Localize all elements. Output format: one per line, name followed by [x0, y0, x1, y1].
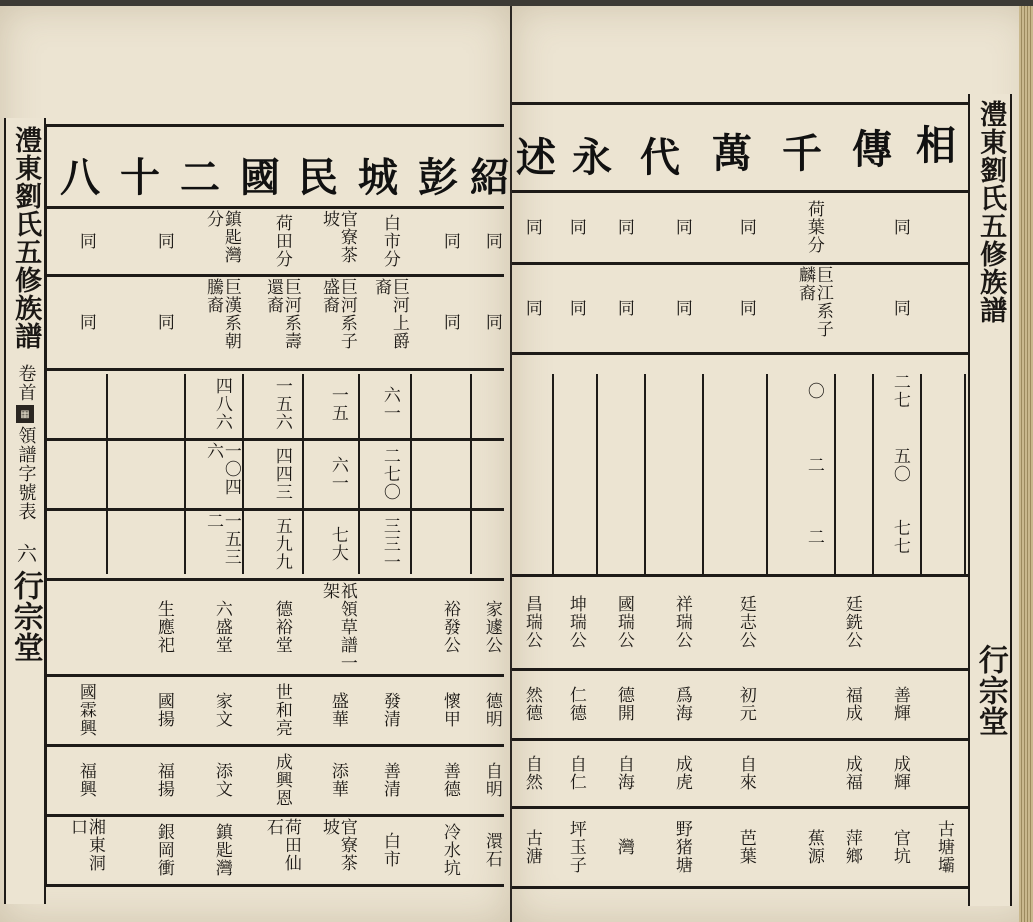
- table-cell: [928, 194, 958, 260]
- table-cell: 同: [521, 218, 542, 236]
- table-cell: 同: [439, 313, 460, 331]
- book-title: 澧東劉氏五修族譜: [10, 126, 42, 350]
- table-cell: [666, 430, 696, 500]
- table-cell: [608, 356, 638, 426]
- table-cell: [666, 502, 696, 572]
- right-spine: [968, 94, 1012, 906]
- table-cell: 德裕堂: [271, 600, 292, 654]
- column-divider: [106, 374, 108, 574]
- table-cell: 自海: [613, 755, 634, 791]
- table-cell: [836, 356, 866, 426]
- table-cell: [666, 356, 696, 426]
- table-cell: 然德: [521, 686, 542, 722]
- table-cell: [70, 442, 100, 506]
- table-cell: 添文: [211, 762, 232, 798]
- table-cell: 荷葉分: [803, 200, 824, 254]
- table-cell: 巨河系子盛裔: [319, 278, 357, 350]
- column-divider: [302, 374, 304, 574]
- table-cell: [70, 372, 100, 436]
- table-cell: 官寮茶坡: [319, 818, 357, 872]
- table-cell: 祥瑞公: [671, 595, 692, 649]
- table-cell: [608, 430, 638, 500]
- table-cell: 五九九: [271, 517, 292, 571]
- table-cell: [560, 430, 590, 500]
- volume-label: 卷首: [15, 364, 37, 402]
- table-cell: 善德: [439, 762, 460, 798]
- table-cell: 廷志公: [735, 595, 756, 649]
- table-cell: 二: [803, 456, 824, 474]
- table-cell: 同: [735, 218, 756, 236]
- table-cell: 二: [803, 528, 824, 546]
- table-cell: [730, 430, 760, 500]
- table-cell: 生應祀: [153, 600, 174, 654]
- table-cell: 國揚: [153, 692, 174, 728]
- table-cell: [928, 578, 958, 666]
- table-cell: 坤瑞公: [565, 595, 586, 649]
- table-cell: 自來: [735, 755, 756, 791]
- table-cell: [730, 356, 760, 426]
- column-divider: [470, 374, 472, 574]
- title-char: 萬: [712, 129, 752, 177]
- table-cell: 家遽公: [481, 600, 502, 654]
- table-cell: 同: [613, 218, 634, 236]
- table-cell: 廷銑公: [841, 595, 862, 649]
- table-cell: 鎮匙灣: [211, 823, 232, 877]
- table-cell: 灣: [613, 838, 634, 856]
- table-cell: 白市分: [379, 214, 400, 268]
- table-cell: [434, 442, 464, 506]
- table-cell: [836, 430, 866, 500]
- table-cell: 一五三二: [203, 512, 241, 566]
- table-cell: 仁德: [565, 686, 586, 722]
- title-char: 彭: [418, 153, 458, 201]
- table-cell: [884, 578, 914, 666]
- table-cell: 裕發公: [439, 600, 460, 654]
- table-cell: 古塘壩: [933, 820, 954, 874]
- table-cell: 野猪塘: [671, 820, 692, 874]
- column-divider: [702, 374, 704, 574]
- table-cell: 一五: [327, 386, 348, 422]
- table-cell: 同: [565, 218, 586, 236]
- table-cell: [798, 742, 828, 804]
- table-cell: 六盛堂: [211, 600, 232, 654]
- table-cell: 一五六: [271, 377, 292, 431]
- column-divider: [872, 374, 874, 574]
- table-cell: [516, 430, 546, 500]
- table-cell: 國瑞公: [613, 595, 634, 649]
- table-cell: [434, 372, 464, 436]
- table-cell: 添華: [327, 762, 348, 798]
- table-cell: 芭葉: [735, 829, 756, 865]
- table-cell: 白市: [379, 832, 400, 868]
- table-cell: 巨漢系朝騰裔: [203, 278, 241, 350]
- table-cell: 同: [439, 232, 460, 250]
- table-cell: 成輝: [889, 755, 910, 791]
- table-cell: 一〇四六: [203, 442, 241, 496]
- table-cell: 同: [671, 299, 692, 317]
- title-char: 民: [298, 153, 338, 201]
- table-cell: 爲海: [671, 686, 692, 722]
- table-cell: [374, 582, 404, 672]
- table-cell: 坪玉子: [565, 820, 586, 874]
- table-cell: 國霖興: [75, 683, 96, 737]
- table-cell: 四四三: [271, 447, 292, 501]
- table-cell: 銀岡衝: [153, 823, 174, 877]
- table-cell: 〇: [803, 382, 824, 400]
- table-cell: [608, 502, 638, 572]
- table-cell: 盛華: [327, 692, 348, 728]
- table-cell: [476, 372, 506, 436]
- column-divider: [242, 374, 244, 574]
- table-cell: 蕉源: [803, 829, 824, 865]
- table-cell: 七大: [327, 526, 348, 562]
- table-cell: 官寮茶坡: [319, 210, 357, 264]
- table-cell: 荷田仙石: [263, 818, 301, 872]
- table-cell: [836, 194, 866, 260]
- table-cell: [730, 502, 760, 572]
- table-cell: [148, 442, 178, 506]
- table-cell: 巨江系子麟裔: [795, 266, 833, 338]
- column-divider: [552, 374, 554, 574]
- table-cell: 冷水坑: [439, 823, 460, 877]
- table-cell: [836, 266, 866, 350]
- table-cell: [798, 672, 828, 736]
- title-char: 代: [640, 133, 680, 181]
- table-cell: 德明: [481, 692, 502, 728]
- page-edge: [1019, 6, 1033, 922]
- table-cell: 同: [565, 299, 586, 317]
- page-number: 六: [13, 543, 38, 564]
- table-cell: [476, 512, 506, 576]
- left-page: [0, 6, 512, 922]
- table-cell: 五〇: [889, 447, 910, 483]
- table-cell: 古溏: [521, 829, 542, 865]
- table-cell: 巨河上爵裔: [371, 278, 409, 350]
- table-cell: [476, 442, 506, 506]
- table-cell: 同: [153, 232, 174, 250]
- table-cell: [836, 502, 866, 572]
- table-cell: 同: [75, 232, 96, 250]
- table-cell: 成興恩: [271, 753, 292, 807]
- table-cell: 同: [153, 313, 174, 331]
- table-cell: 自仁: [565, 755, 586, 791]
- table-cell: 成虎: [671, 755, 692, 791]
- table-cell: 同: [75, 313, 96, 331]
- table-cell: 二七: [889, 373, 910, 409]
- title-char: 城: [358, 153, 398, 201]
- table-cell: [928, 672, 958, 736]
- table-cell: [70, 582, 100, 672]
- table-cell: 同: [613, 299, 634, 317]
- right-page: [512, 6, 1033, 922]
- title-char: 相: [916, 121, 956, 169]
- title-char: 千: [782, 129, 822, 177]
- table-cell: 六一: [327, 456, 348, 492]
- column-divider: [596, 374, 598, 574]
- table-cell: 昌瑞公: [521, 595, 542, 649]
- column-divider: [964, 374, 966, 574]
- table-cell: 祇領草譜一架: [319, 582, 357, 672]
- section-label: 領譜字號表: [15, 426, 37, 521]
- table-cell: 福成: [841, 686, 862, 722]
- table-cell: [928, 502, 958, 572]
- table-cell: [928, 430, 958, 500]
- table-cell: 同: [889, 299, 910, 317]
- seal-icon: ▦: [16, 405, 34, 423]
- table-cell: 同: [735, 299, 756, 317]
- table-cell: 成福: [841, 755, 862, 791]
- column-divider: [766, 374, 768, 574]
- table-cell: [434, 512, 464, 576]
- table-cell: 湘東洞口: [67, 818, 105, 872]
- title-char: 紹: [470, 153, 510, 201]
- book-title: 澧東劉氏五修族譜: [975, 100, 1007, 324]
- table-cell: [928, 356, 958, 426]
- table-cell: 自然: [521, 755, 542, 791]
- left-spine: [4, 118, 46, 904]
- table-cell: 三三一: [379, 517, 400, 571]
- table-cell: [148, 512, 178, 576]
- table-cell: [798, 578, 828, 666]
- table-cell: 福興: [75, 762, 96, 798]
- title-char: 八: [60, 153, 100, 201]
- table-cell: 同: [481, 232, 502, 250]
- table-cell: 四八六: [211, 377, 232, 431]
- table-cell: [928, 742, 958, 804]
- hall-name: 行宗堂: [7, 570, 43, 663]
- column-divider: [358, 374, 360, 574]
- column-divider: [920, 374, 922, 574]
- table-cell: 世和亮: [271, 683, 292, 737]
- column-divider: [184, 374, 186, 574]
- hall-name: 行宗堂: [972, 644, 1008, 737]
- table-cell: 七七: [889, 519, 910, 555]
- table-cell: 懷甲: [439, 692, 460, 728]
- table-cell: 萍鄉: [841, 829, 862, 865]
- table-cell: 初元: [735, 686, 756, 722]
- table-cell: [516, 356, 546, 426]
- title-char: 傳: [852, 125, 892, 173]
- table-cell: 同: [889, 218, 910, 236]
- table-cell: [560, 356, 590, 426]
- table-cell: [516, 502, 546, 572]
- title-char: 二: [180, 153, 220, 201]
- table-cell: 二七〇: [379, 447, 400, 501]
- table-cell: 同: [671, 218, 692, 236]
- table-cell: [70, 512, 100, 576]
- title-char: 述: [516, 133, 556, 181]
- table-cell: 自明: [481, 762, 502, 798]
- title-char: 永: [572, 133, 612, 181]
- table-cell: 同: [481, 313, 502, 331]
- table-cell: 荷田分: [271, 214, 292, 268]
- table-cell: 發清: [379, 692, 400, 728]
- table-cell: [148, 372, 178, 436]
- table-cell: [928, 266, 958, 350]
- table-cell: 鎮匙灣分: [203, 210, 241, 264]
- table-cell: 善清: [379, 762, 400, 798]
- table-cell: 同: [521, 299, 542, 317]
- table-cell: 福揚: [153, 762, 174, 798]
- table-cell: 德開: [613, 686, 634, 722]
- table-cell: 六一: [379, 386, 400, 422]
- table-cell: [560, 502, 590, 572]
- column-divider: [410, 374, 412, 574]
- title-char: 十: [120, 153, 160, 201]
- table-cell: 澴石: [481, 832, 502, 868]
- title-char: 國: [240, 153, 280, 201]
- table-cell: 巨河系壽還裔: [263, 278, 301, 350]
- table-cell: 官坑: [889, 829, 910, 865]
- table-cell: 善輝: [889, 686, 910, 722]
- table-cell: 家文: [211, 692, 232, 728]
- column-divider: [644, 374, 646, 574]
